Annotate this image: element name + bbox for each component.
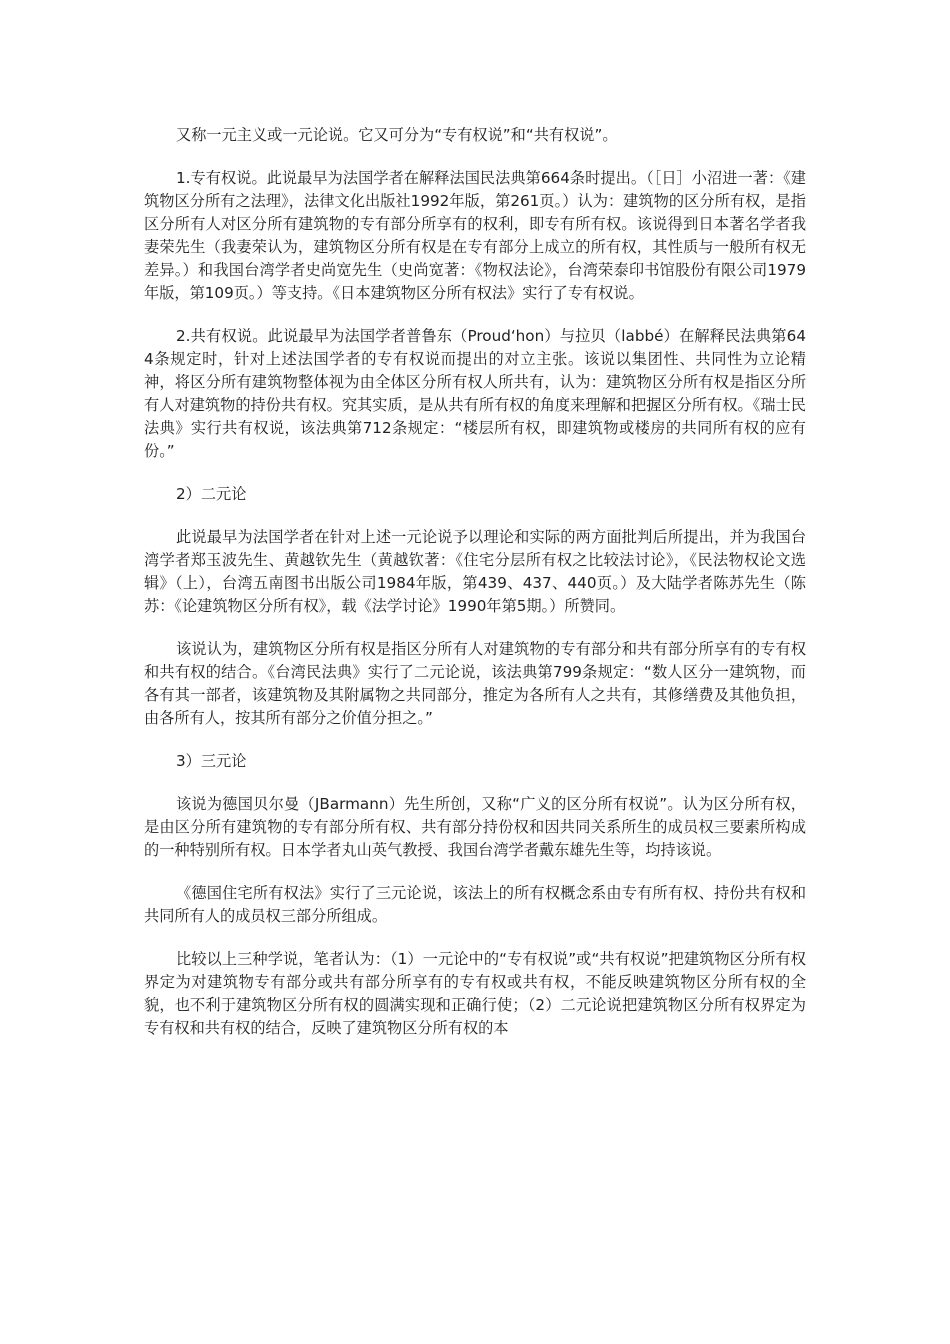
- document-body: [144, 124, 806, 1060]
- paragraph-trialism-origin: 该说为德国贝尔曼（JBarmann）先生所创，又称“广义的区分所有权说”。认为区分所有权，是由区分所有建筑物的专有部分所有权、共有部分持份权和因共同关系所生的成员权三要素所构成的一种特别所有权。日本学者丸山英气教授、我国台湾学者戴东雄先生等，均持该说。: [144, 795, 806, 859]
- paragraph-comparison: 比较以上三种学说，笔者认为：（1）一元论中的“专有权说”或“共有权说”把建筑物区分所有权界定为对建筑物专有部分或共有部分所享有的专有权或共有权，不能反映建筑物区分所有权的全貌，也不利于建筑物区分所有权的圆满实现和正确行使；（2）二元论说把建筑物区分所有权界定为专有权和共有权的结合，反映了建筑物区分所有权的本: [144, 950, 806, 1037]
- paragraph-exclusive-ownership: 1.专有权说。此说最早为法国学者在解释法国民法典第664条时提出。（［日］小沼进一著：《建筑物区分所有之法理》，法律文化出版社1992年版，第261页。）认为：建筑物的区分所有权，是指区分所有人对区分所有建筑物的专有部分所享有的权利，即专有所有权。该说得到日本著名学者我妻荣先生（我妻荣认为，建筑物区分所有权是在专有部分上成立的所有权，其性质与一般所有权无差异。）和我国台湾学者史尚宽先生（史尚宽著：《物权法论》，台湾荣泰印书馆股份有限公司1979年版，第109页。）等支持。《日本建筑物区分所有权法》实行了专有权说。: [144, 169, 806, 302]
- paragraph-german-law: 《德国住宅所有权法》实行了三元论说，该法上的所有权概念系由专有所有权、持份共有权和共同所有人的成员权三部分所组成。: [144, 884, 806, 925]
- paragraph-monism-intro: 又称一元主义或一元论说。它又可分为“专有权说”和“共有权说”。: [176, 126, 618, 144]
- heading-dualism: 2）二元论: [176, 485, 247, 503]
- paragraph-dualism-origin: 此说最早为法国学者在针对上述一元论说予以理论和实际的两方面批判后所提出，并为我国台湾学者郑玉波先生、黄越钦先生（黄越钦著：《住宅分层所有权之比较法讨论》，《民法物权论文选辑》（上），台湾五南图书出版公司1984年版，第439、437、440页。）及大陆学者陈苏先生（陈苏：《论建筑物区分所有权》，载《法学讨论》1990年第5期。）所赞同。: [144, 528, 806, 615]
- heading-trialism: 3）三元论: [176, 752, 247, 770]
- paragraph-dualism-definition: 该说认为，建筑物区分所有权是指区分所有人对建筑物的专有部分和共有部分所享有的专有权和共有权的结合。《台湾民法典》实行了二元论说，该法典第799条规定：“数人区分一建筑物，而各有其一部者，该建筑物及其附属物之共同部分，推定为各所有人之共有，其修缮费及其他负担，由各所有人，按其所有部分之价值分担之。”: [144, 640, 806, 727]
- paragraph-co-ownership: 2.共有权说。此说最早为法国学者普鲁东（Proud‘hon）与拉贝（labbé）在解释民法典第644条规定时，针对上述法国学者的专有权说而提出的对立主张。该说以集团性、共同性为立论精神，将区分所有建筑物整体视为由全体区分所有权人所共有，认为：建筑物区分所有权是指区分所有人对建筑物的持份共有权。究其实质，是从共有所有权的角度来理解和把握区分所有权。《瑞士民法典》实行共有权说，该法典第712条规定：“楼层所有权，即建筑物或楼房的共同所有权的应有份。”: [144, 327, 806, 460]
